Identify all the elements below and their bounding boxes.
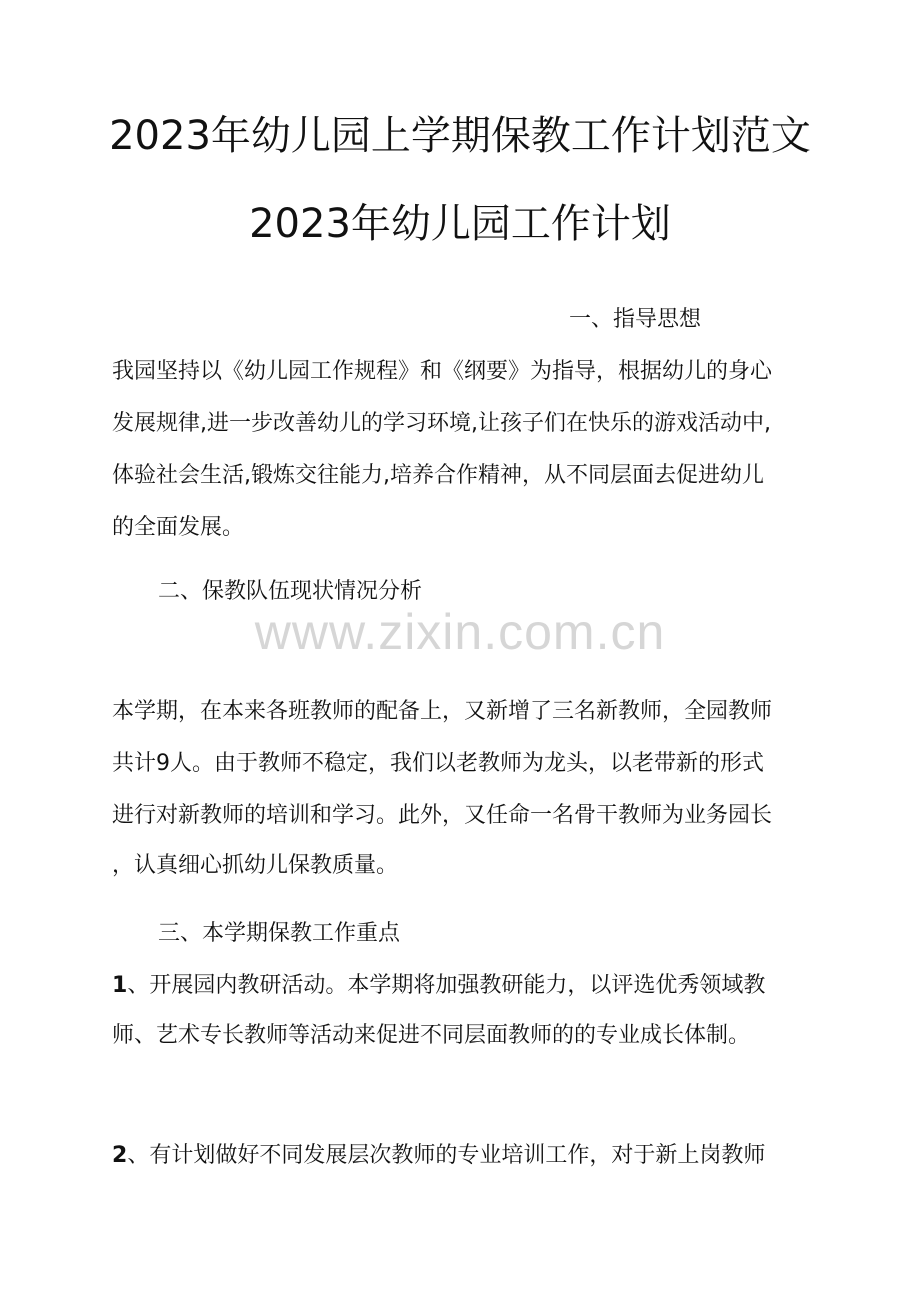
list-item-line xyxy=(112,972,765,1000)
paragraph-line: 发展规律,进一步改善幼儿的学习环境,让孩子们在快乐的游戏活动中, xyxy=(112,411,771,436)
list-item-number: 1 xyxy=(112,973,128,998)
paragraph-line: 体验社会生活,锻炼交往能力,培养合作精神，从不同层面去促进幼儿 xyxy=(112,463,764,488)
paragraph-line: 本学期，在本来各班教师的配备上，又新增了三名新教师，全园教师 xyxy=(112,699,773,724)
paragraph-line: 进行对新教师的培训和学习。此外，又任命一名骨干教师为业务园长 xyxy=(112,803,773,828)
paragraph-line: 的全面发展。 xyxy=(112,515,245,540)
list-item-number: 2 xyxy=(112,1143,128,1168)
paragraph-line: ，认真细心抓幼儿保教质量。 xyxy=(112,853,399,878)
section-heading-guiding-ideology: 一、指导思想 xyxy=(569,307,702,332)
document-title: 2023年幼儿园上学期保教工作计划范文 xyxy=(109,113,811,159)
paragraph-line: 共计9人。由于教师不稳定，我们以老教师为龙头，以老带新的形式 xyxy=(112,751,764,776)
list-item-line: 师、艺术专长教师等活动来促进不同层面教师的的专业成长体制。 xyxy=(112,1023,751,1048)
paragraph-line: 我园坚持以《幼儿园工作规程》和《纲要》为指导，根据幼儿的身心 xyxy=(112,359,773,384)
document-subtitle: 2023年幼儿园工作计划 xyxy=(249,201,671,247)
watermark: www.zixin.com.cn xyxy=(254,604,666,660)
section-heading-staff-analysis: 二、保教队伍现状情况分析 xyxy=(158,579,423,604)
list-item-line xyxy=(112,1142,765,1170)
list-item-text: 、有计划做好不同发展层次教师的专业培训工作，对于新上岗教师 xyxy=(127,1143,766,1168)
section-heading-key-work: 三、本学期保教工作重点 xyxy=(158,921,401,946)
list-item-text: 、开展园内教研活动。本学期将加强教研能力，以评选优秀领域教 xyxy=(127,973,766,998)
